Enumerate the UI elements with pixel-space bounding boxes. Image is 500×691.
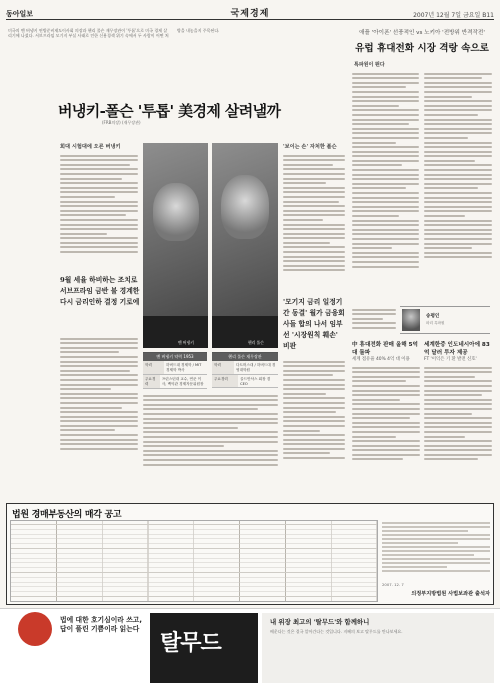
body-column-3b <box>283 358 345 480</box>
ad-logo-icon <box>18 612 52 646</box>
right-headline: 유럽 휴대전화 시장 격랑 속으로 <box>355 43 489 54</box>
bernanke-profile-table <box>143 352 207 389</box>
pull-quote-left: 9월 세율 하비하는 조치로 서브프라임 금반 불 경계한 다시 금리인하 결정 기로에 <box>60 276 140 306</box>
table-row: 주요경력 프린스턴대 교수, 연준 이사, 백악관 경제자문위원장 <box>143 375 207 389</box>
paulson-profile-table <box>212 352 278 388</box>
short1-subhead: 세계 점유율 40% 4억 대 이용 <box>352 357 410 362</box>
auction-date: 2007. 12. 7 <box>382 582 404 587</box>
body-column-2 <box>143 392 278 480</box>
issue-date: 2007년 12월 7일 금요일 B11 <box>413 12 494 19</box>
body-column-1 <box>60 152 138 272</box>
paulson-caption: 헨리 폴슨 <box>248 340 264 345</box>
bernanke-table-title: 벤 버냉키 약력 1953 <box>143 353 207 361</box>
ad-brand: 탈무드 <box>160 631 221 656</box>
auction-title: 법원 경매부동산의 매각 공고 <box>12 510 122 520</box>
paulson-table-title: 헨리 폴슨 재무장관 <box>212 353 278 361</box>
pull-quote-right: '모기지 금리 일정기간 동결' 월가 금융회사들 합의 나서 임부선 '시장원칙 훼손' 비판 <box>283 298 345 350</box>
author-role: 파리 특파원 <box>426 321 445 325</box>
right-column-label: 특파원이 뛴다 <box>354 62 385 68</box>
short1-body <box>352 364 420 482</box>
author-photo <box>402 309 420 331</box>
table-row: 학력 하버드대 경제학 / MIT 경제학 박사 <box>143 361 207 375</box>
short2-body <box>424 364 492 482</box>
headline-names: (FRB의장) (재무장관) <box>102 120 141 125</box>
right-body-col-2 <box>424 70 492 302</box>
right-kicker: 애플 '아이폰' 선풍적인 vs 노키아 '전방위 반격작전' <box>359 30 485 36</box>
body-column-1b <box>60 335 138 475</box>
author-name: 송평인 <box>426 314 440 319</box>
right-body-col-1c <box>352 306 396 336</box>
section-title: 국제경제 <box>230 9 270 19</box>
ad-copy: 법에 대한 호기심이라 쓰고, 답이 풀린 기쁨이라 읽는다 <box>60 616 142 633</box>
ad-right-headline: 내 위장 최고의 '탈무드'와 함께하니 <box>270 618 370 626</box>
short1-headline: 中 휴대전화 판매 올해 5억 대 돌파 <box>352 342 418 356</box>
auction-side-text <box>382 520 490 586</box>
bernanke-photo <box>143 143 208 348</box>
subhead-paulson: '보이는 손' 자처한 폴슨 <box>283 144 337 150</box>
body-column-3 <box>283 152 345 294</box>
short2-headline: 세계한중 인도네시아에 83억 달러 투자 제공 <box>424 342 490 356</box>
paper-name: 동아일보 <box>6 10 34 18</box>
right-body-col-1 <box>352 70 419 302</box>
paulson-photo <box>212 143 278 348</box>
masthead <box>6 6 494 20</box>
short2-subhead: FT '이익은 기 환 발전 신호' <box>424 357 477 362</box>
table-row: 주요경력 골드만삭스 회장 겸 CEO <box>212 375 278 388</box>
table-row: 학력 다트머스대 / 하버드대 경영대학원 <box>212 361 278 375</box>
ad-right-text: 배운다는 것은 결국 알아간다는 것입니다. 지혜의 보고 탈무드를 만나보세요. <box>270 629 403 634</box>
bernanke-caption: 벤 버냉키 <box>178 340 194 345</box>
lead-intro: 미국의 벤 버냉키 연방준비제도이사회 의장과 헨리 폴슨 재무장관이 '투톱'으로 미국 경제 살리기에 나섰다. 서브프라임 모기지 부실 사태로 인한 신용경색 위기 속에서 두 사람이 어떤 처방을 내놓을지 주목된다. <box>8 28 220 39</box>
subhead-bernanke: 회대 시험대에 오른 버냉키 <box>60 144 121 150</box>
main-headline: 버냉키-폴슨 '투톱' 美경제 살려낼까 <box>58 102 281 120</box>
auction-footer: 의정부지방법원 사법보좌관 출석자 <box>411 591 490 597</box>
